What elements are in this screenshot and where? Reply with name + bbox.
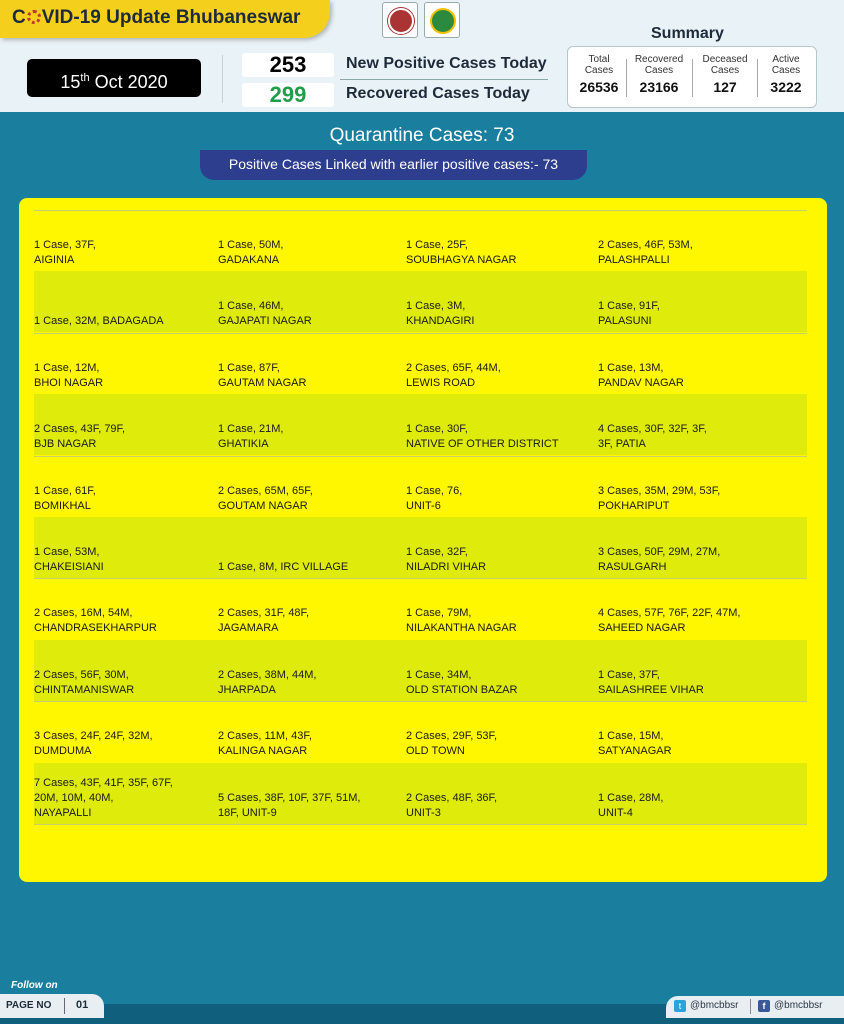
cell-line: 4 Cases, 57F, 76F, 22F, 47M,: [598, 607, 741, 620]
cell-line: GAJAPATI NAGAR: [218, 315, 312, 328]
odisha-govt-logo-icon: [382, 2, 418, 38]
cell-line: 2 Cases, 65F, 44M,: [406, 361, 501, 374]
virus-icon: [27, 10, 41, 24]
table-cell: [406, 668, 594, 698]
cell-line: NILADRI VIHAR: [406, 561, 487, 573]
table-cell: [34, 422, 214, 452]
table-cell: [598, 299, 803, 329]
cell-line: 20M, 10M, 40M,: [34, 791, 114, 804]
cell-line: 1 Case, 15M,: [598, 730, 664, 743]
cell-line: RASULGARH: [598, 561, 667, 573]
twitter-handle[interactable]: @bmcbbsr: [690, 1000, 739, 1011]
table-cell: [406, 484, 594, 514]
cell-line: 1 Case, 30F,: [406, 423, 468, 436]
social-divider: [750, 999, 751, 1014]
cell-line: 1 Case, 46M,: [218, 300, 284, 313]
cell-line: 1 Case, 3M,: [406, 300, 466, 313]
cell-line: 1 Case, 61F,: [34, 484, 96, 497]
table-cell: [218, 729, 402, 759]
cell-line: 1 Case, 21M,: [218, 423, 284, 436]
linked-cases-banner: Positive Cases Linked with earlier positive cases:- 73: [200, 150, 587, 180]
table-row: [34, 210, 807, 271]
cell-line: 2 Cases, 48F, 36F,: [406, 791, 498, 804]
cell-line: 4 Cases, 30F, 32F, 3F,: [598, 423, 707, 436]
new-cases-count: 253: [242, 53, 334, 77]
table-cell: [218, 238, 402, 268]
title-c: C: [12, 7, 26, 28]
cell-line: OLD TOWN: [406, 745, 465, 758]
table-cell: [218, 560, 402, 575]
cell-line: BHOI NAGAR: [34, 376, 104, 389]
cell-line: 1 Case, 53M,: [34, 546, 100, 558]
cell-line: JHARPADA: [218, 683, 276, 696]
table-cell: [218, 361, 402, 391]
date-rest: Oct 2020: [89, 72, 168, 92]
table-cell: [34, 238, 214, 268]
table-cell: [406, 791, 594, 821]
cell-line: 2 Cases, 56F, 30M,: [34, 668, 129, 681]
summary-value: 23166: [639, 79, 679, 95]
cell-line: UNIT-4: [598, 806, 633, 819]
page-number-box: [0, 994, 104, 1018]
table-cell: [406, 299, 594, 329]
summary-title: Summary: [651, 25, 724, 42]
cell-line: 2 Cases, 16M, 54M,: [34, 607, 133, 620]
facebook-icon[interactable]: f: [758, 1000, 770, 1012]
table-cell: [218, 668, 402, 698]
cell-line: 2 Cases, 43F, 79F,: [34, 423, 126, 436]
table-row: [34, 517, 807, 578]
cell-line: 3 Cases, 50F, 29M, 27M,: [598, 546, 721, 558]
cell-line: UNIT-6: [406, 499, 441, 512]
cell-line: UNIT-3: [406, 806, 441, 819]
summary-deceased: [694, 47, 756, 107]
table-cell: [598, 422, 803, 452]
follow-label: Follow on: [11, 980, 58, 991]
table-cell: [34, 545, 214, 575]
summary-label: Recovered Cases: [634, 54, 684, 76]
new-cases-label: New Positive Cases Today: [346, 55, 547, 72]
recovered-today-label: Recovered Cases Today: [346, 85, 530, 102]
cell-line: SAHEED NAGAR: [598, 622, 686, 635]
cases-table: [19, 198, 827, 882]
cell-line: 2 Cases, 31F, 48F,: [218, 607, 310, 620]
summary-value: 26536: [579, 79, 619, 95]
recovered-today-count: 299: [242, 83, 334, 107]
cell-line: GOUTAM NAGAR: [218, 499, 308, 512]
table-row: [34, 640, 807, 701]
cell-line: CHAKEISIANI: [34, 561, 104, 573]
quarantine-heading: Quarantine Cases: 73: [329, 125, 515, 146]
cell-line: 1 Case, 25F,: [406, 239, 468, 251]
summary-value: 127: [713, 79, 737, 95]
cell-line: KALINGA NAGAR: [218, 745, 308, 758]
cell-line: BOMIKHAL: [34, 499, 91, 512]
cell-line: CHINTAMANISWAR: [34, 683, 135, 696]
table-cell: [598, 545, 803, 575]
table-cell: [406, 606, 594, 636]
cell-line: 2 Cases, 65M, 65F,: [218, 484, 313, 497]
table-cell: [406, 238, 594, 268]
table-row: [34, 394, 807, 455]
cell-line: SAILASHREE VIHAR: [598, 683, 704, 696]
date-day: 15: [60, 72, 81, 92]
cell-line: 18F, UNIT-9: [218, 806, 277, 819]
bmc-logo-icon: [424, 2, 460, 38]
table-cell: [34, 729, 214, 759]
cell-line: KHANDAGIRI: [406, 315, 475, 328]
cell-line: GAUTAM NAGAR: [218, 376, 307, 389]
cell-line: LEWIS ROAD: [406, 376, 476, 389]
header-bar: [0, 0, 844, 112]
cell-line: PANDAV NAGAR: [598, 376, 684, 389]
table-cell: [34, 668, 214, 698]
cell-line: OLD STATION BAZAR: [406, 683, 518, 696]
cell-line: 2 Cases, 38M, 44M,: [218, 668, 317, 681]
table-row: [34, 271, 807, 332]
cell-line: 1 Case, 12M,: [34, 361, 100, 374]
table-row: [34, 763, 807, 824]
header-divider: [222, 55, 223, 103]
table-cell: [406, 422, 594, 452]
page-number: 01: [76, 999, 89, 1011]
table-cell: [34, 606, 214, 636]
summary-label: Active Cases: [771, 54, 801, 76]
table-cell: [598, 238, 803, 268]
table-cell: [406, 361, 594, 391]
cell-line: 2 Cases, 11M, 43F,: [218, 730, 312, 743]
table-cell: [406, 729, 594, 759]
cell-line: 3F, PATIA: [598, 438, 646, 451]
table-row: [34, 456, 807, 517]
report-date: [27, 59, 201, 97]
cell-line: AIGINIA: [34, 254, 75, 266]
cell-line: 2 Cases, 29F, 53F,: [406, 730, 498, 743]
cell-line: GADAKANA: [218, 254, 280, 266]
cell-line: 1 Case, 37F,: [34, 239, 96, 251]
cell-line: 1 Case, 79M,: [406, 607, 472, 620]
cell-line: 1 Case, 34M,: [406, 668, 472, 681]
table-cell: [218, 484, 402, 514]
cell-line: 1 Case, 37F,: [598, 668, 660, 681]
page-label: PAGE NO: [6, 1000, 52, 1011]
table-row: [34, 578, 807, 639]
cell-line: 5 Cases, 38F, 10F, 37F, 51M,: [218, 791, 361, 804]
table-cell: [34, 776, 214, 821]
title-rest: VID-19 Update Bhubaneswar: [41, 7, 301, 28]
table-cell: [34, 361, 214, 391]
cell-line: 1 Case, 8M, IRC VILLAGE: [218, 561, 349, 573]
cell-line: 1 Case, 91F,: [598, 300, 660, 313]
title-banner: [0, 0, 330, 38]
page-divider: [64, 998, 65, 1014]
table-row: [34, 333, 807, 394]
cell-line: PALASUNI: [598, 315, 652, 328]
cell-line: 1 Case, 76,: [406, 484, 463, 497]
table-cell: [598, 606, 803, 636]
social-links: [666, 996, 844, 1018]
cell-line: POKHARIPUT: [598, 499, 670, 512]
label-divider: [340, 79, 548, 80]
cell-line: SOUBHAGYA NAGAR: [406, 254, 517, 266]
table-row: [34, 701, 807, 762]
summary-active: [758, 47, 814, 107]
table-cell: [34, 314, 214, 329]
summary-label: Total Cases: [584, 54, 614, 76]
cell-line: GHATIKIA: [218, 438, 269, 451]
table-cell: [218, 791, 402, 821]
summary-value: 3222: [770, 79, 802, 95]
cell-line: 3 Cases, 24F, 24F, 32M,: [34, 730, 153, 743]
cell-line: 3 Cases, 35M, 29M, 53F,: [598, 484, 721, 497]
cell-line: 2 Cases, 46F, 53M,: [598, 239, 693, 251]
summary-recovered: [628, 47, 690, 107]
cell-line: PALASHPALLI: [598, 254, 670, 266]
summary-box: [567, 46, 817, 108]
row-divider: [34, 824, 807, 825]
table-cell: [598, 361, 803, 391]
cell-line: 1 Case, 87F,: [218, 361, 280, 374]
summary-label: Deceased Cases: [702, 54, 748, 76]
cell-line: 7 Cases, 43F, 41F, 35F, 67F,: [34, 776, 173, 789]
table-cell: [598, 484, 803, 514]
table-cell: [598, 729, 803, 759]
table-cell: [598, 668, 803, 698]
table-cell: [218, 606, 402, 636]
table-cell: [218, 299, 402, 329]
page-title: [12, 7, 300, 29]
facebook-handle[interactable]: @bmcbbsr: [774, 1000, 823, 1011]
cell-line: JAGAMARA: [218, 622, 279, 635]
cell-line: 1 Case, 32F,: [406, 546, 468, 558]
cell-line: 1 Case, 28M,: [598, 791, 664, 804]
cell-line: NILAKANTHA NAGAR: [406, 622, 517, 635]
table-cell: [406, 545, 594, 575]
table-cell: [34, 484, 214, 514]
summary-total: [570, 47, 628, 107]
cell-line: DUMDUMA: [34, 745, 92, 758]
cell-line: BJB NAGAR: [34, 438, 97, 451]
cell-line: NATIVE OF OTHER DISTRICT: [406, 438, 559, 451]
table-cell: [218, 422, 402, 452]
cell-line: SATYANAGAR: [598, 745, 672, 758]
cell-line: 1 Case, 13M,: [598, 361, 664, 374]
table-cell: [598, 791, 803, 821]
summary-divider: [692, 59, 693, 97]
summary-divider: [626, 59, 627, 97]
cell-line: 1 Case, 32M, BADAGADA: [34, 315, 164, 328]
date-suffix: th: [80, 72, 90, 84]
cell-line: NAYAPALLI: [34, 806, 92, 819]
cell-line: CHANDRASEKHARPUR: [34, 622, 157, 635]
twitter-icon[interactable]: t: [674, 1000, 686, 1012]
cell-line: 1 Case, 50M,: [218, 239, 284, 251]
